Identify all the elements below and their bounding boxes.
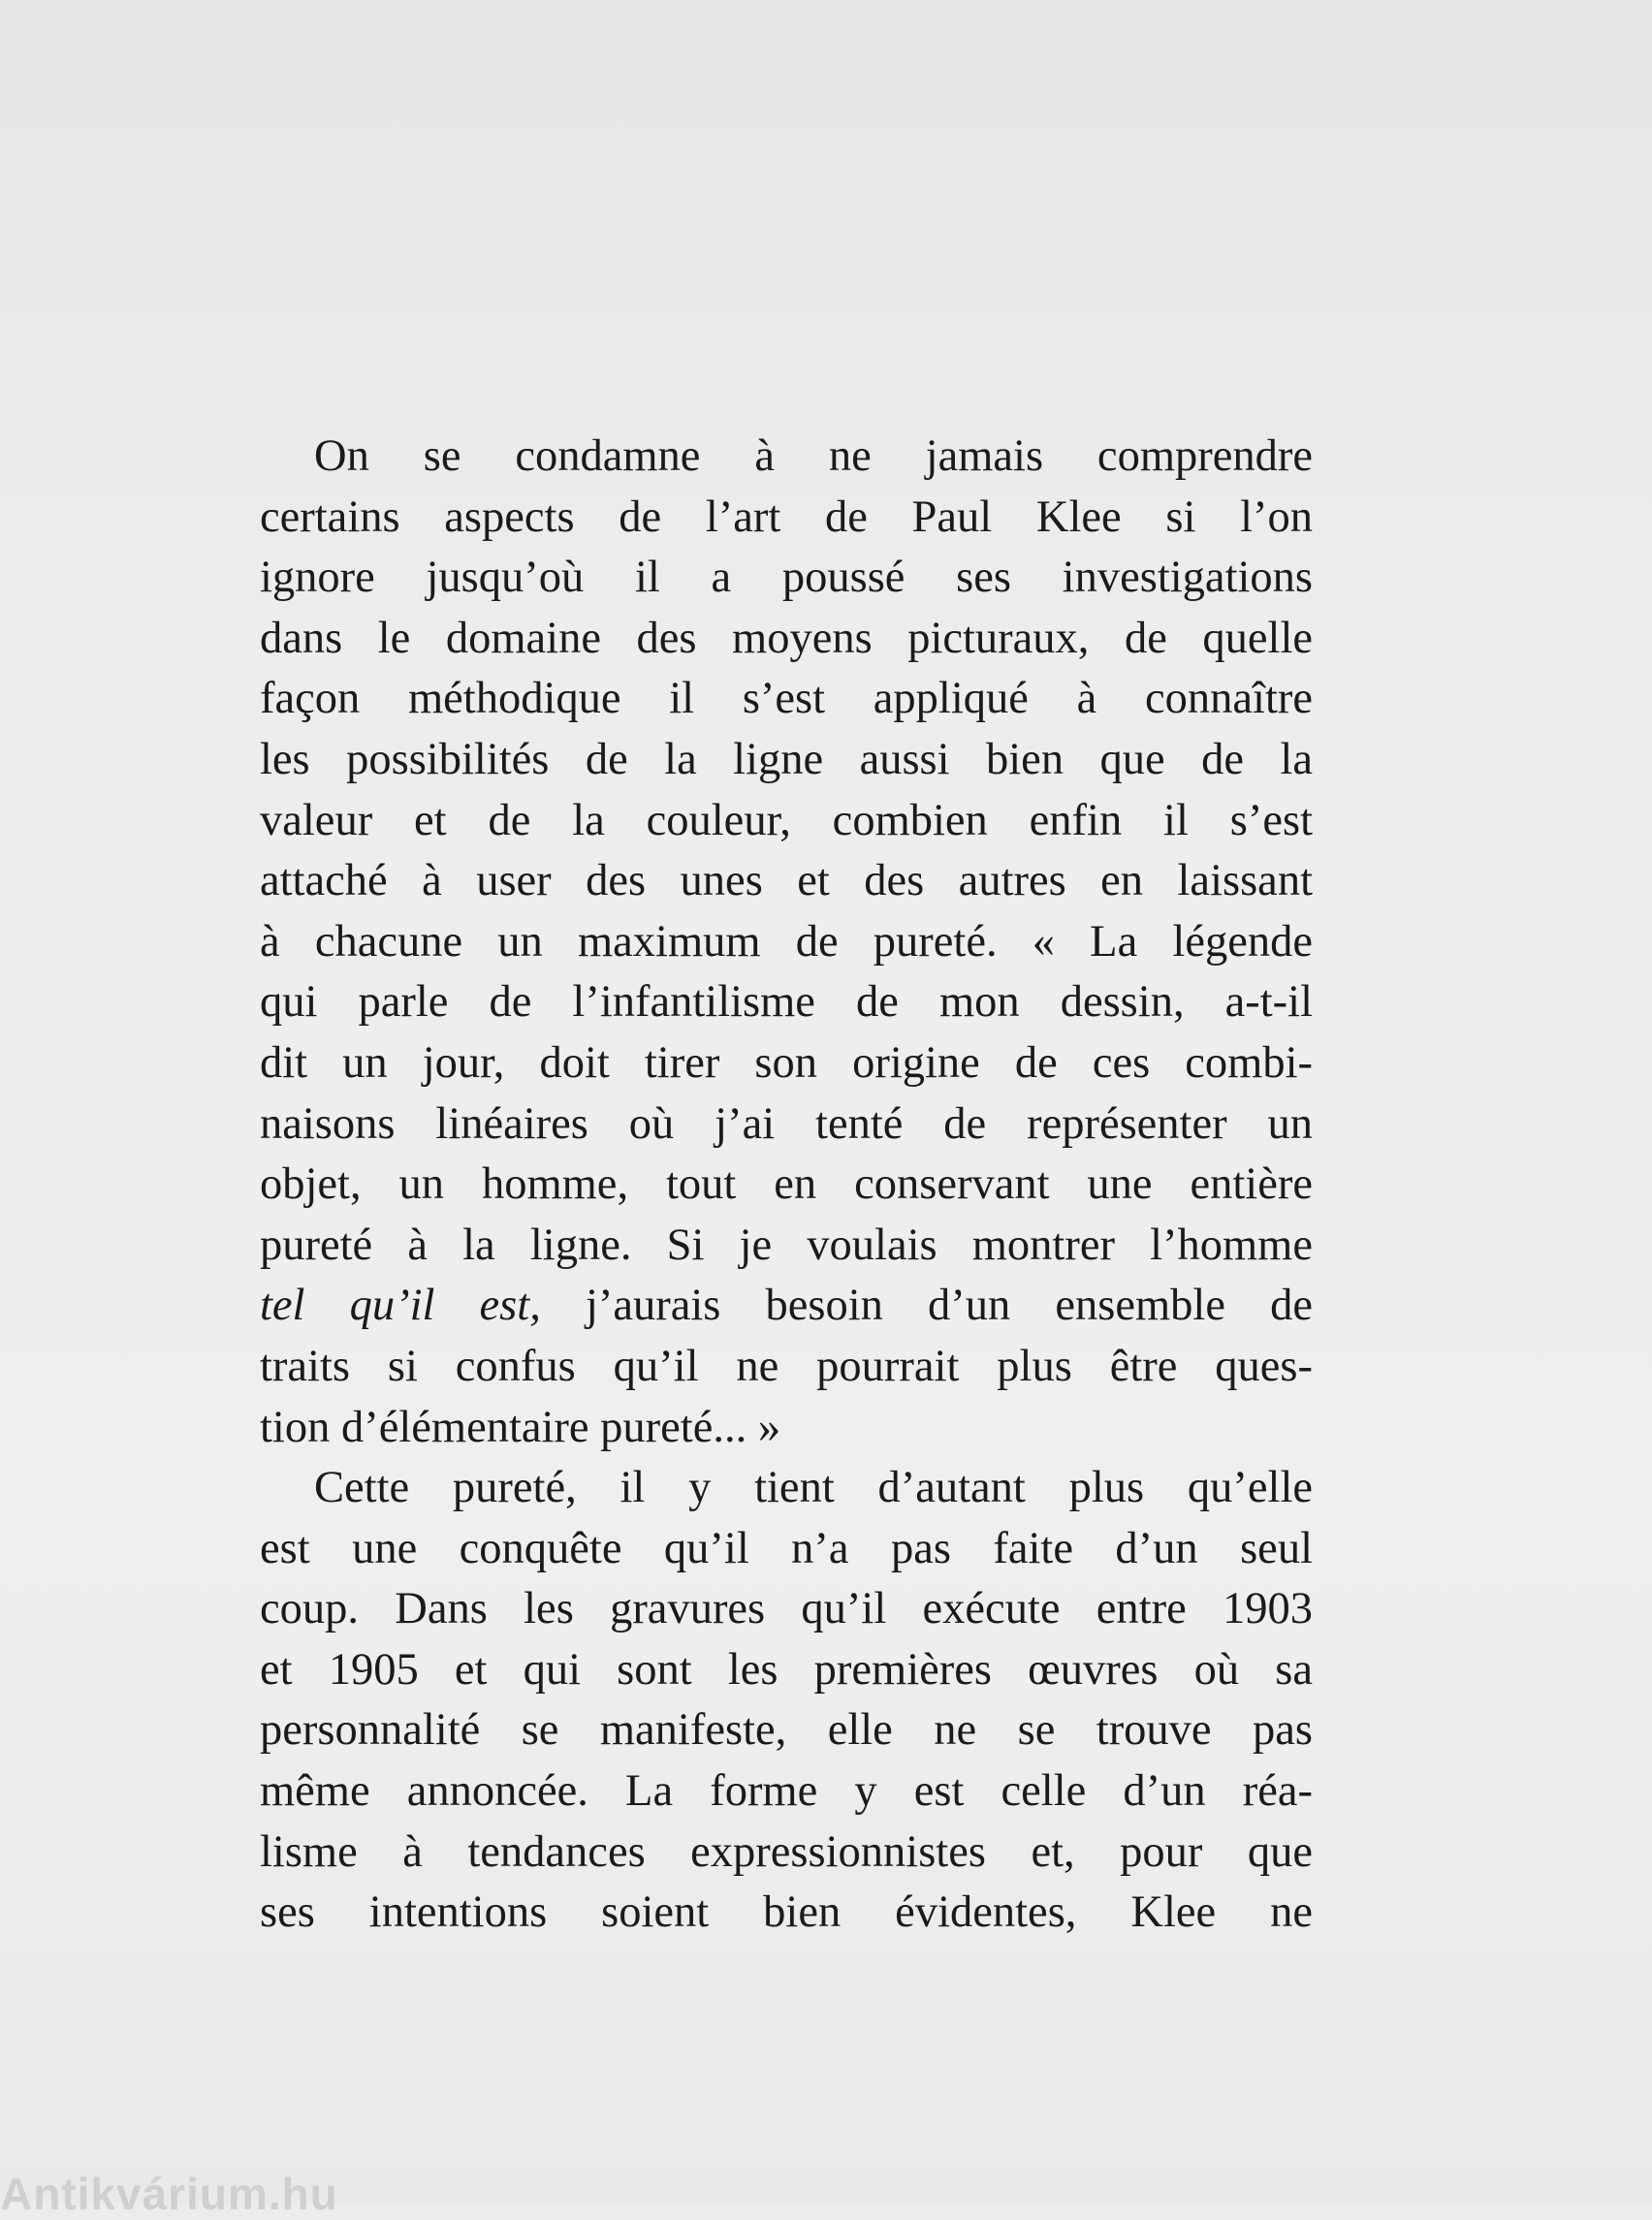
text-line: dit un jour, doit tirer son origine de ces combi-: [260, 1037, 1313, 1088]
text-line: est une conquête qu’il n’a pas faite d’un seul: [260, 1523, 1313, 1573]
text-line: certains aspects de l’art de Paul Klee si l’on: [260, 492, 1313, 542]
text-line: On se condamne à ne jamais comprendre: [314, 431, 1313, 481]
text-line: ignore jusqu’où il a poussé ses investigations: [260, 553, 1313, 603]
text-line: dans le domaine des moyens picturaux, de quelle: [260, 613, 1313, 663]
text-line: valeur et de la couleur, combien enfin il s’est: [260, 795, 1313, 845]
text-line: façon méthodique il s’est appliqué à connaître: [260, 674, 1313, 724]
text-line: objet, un homme, tout en conservant une entière: [260, 1159, 1313, 1210]
text-line: Cette pureté, il y tient d’autant plus qu’elle: [314, 1463, 1313, 1513]
text-line: tion d’élémentaire pureté... »: [260, 1402, 781, 1452]
italic-phrase: tel qu’il est,: [260, 1281, 541, 1331]
text-line: personnalité se manifeste, elle ne se trouve pas: [260, 1705, 1313, 1756]
text-line: naisons linéaires où j’ai tenté de représenter un: [260, 1098, 1313, 1149]
text-line: pureté à la ligne. Si je voulais montrer l’homme: [260, 1220, 1313, 1270]
text-line: coup. Dans les gravures qu’il exécute entre 1903: [260, 1584, 1313, 1634]
text-line: même annoncée. La forme y est celle d’un réa-: [260, 1766, 1313, 1817]
watermark: Antikvárium.hu: [0, 2169, 338, 2219]
text-line: et 1905 et qui sont les premières œuvres où sa: [260, 1644, 1313, 1695]
text-line: à chacune un maximum de pureté. « La légende: [260, 916, 1313, 967]
text-fragment: j’aurais besoin d’un ensemble de: [585, 1281, 1313, 1331]
text-line: traits si confus qu’il ne pourrait plus être ques-: [260, 1341, 1313, 1391]
body-text: [260, 427, 1313, 1944]
text-line: ses intentions soient bien évidentes, Klee ne: [260, 1887, 1313, 1938]
text-line-mixed: [260, 1276, 1313, 1337]
text-line: attaché à user des unes et des autres en laissant: [260, 856, 1313, 906]
text-line: qui parle de l’infantilisme de mon dessin, a-t-il: [260, 977, 1313, 1028]
text-line: lisme à tendances expressionnistes et, pour que: [260, 1826, 1313, 1877]
text-line: les possibilités de la ligne aussi bien que de la: [260, 734, 1313, 784]
